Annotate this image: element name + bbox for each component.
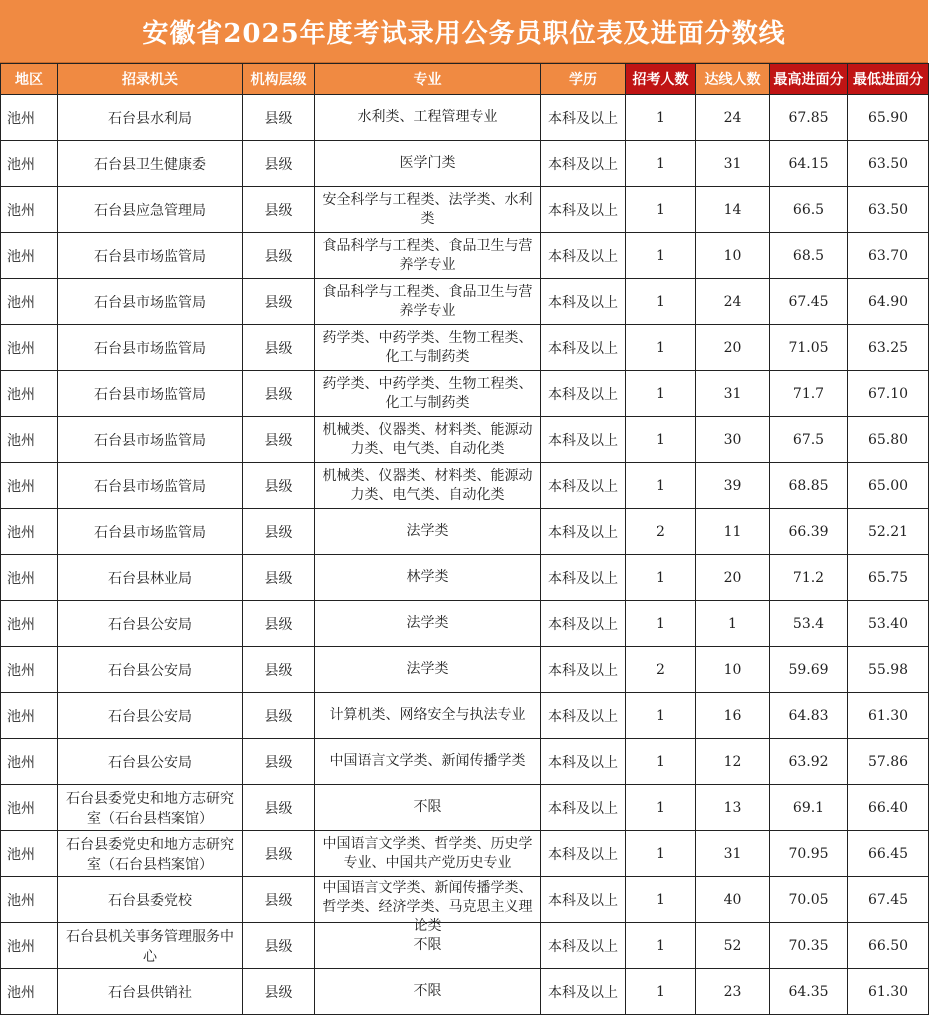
org-cell: 石台县供销社 xyxy=(58,969,243,1015)
header-region: 地区 xyxy=(1,64,58,95)
level-cell: 县级 xyxy=(243,141,315,187)
passed-count-cell: 20 xyxy=(696,555,770,601)
passed-count-cell: 30 xyxy=(696,417,770,463)
passed-count-cell: 24 xyxy=(696,95,770,141)
education-cell: 本科及以上 xyxy=(541,555,626,601)
max-score-cell: 69.1 xyxy=(770,785,848,831)
passed-count-cell: 16 xyxy=(696,693,770,739)
major-cell: 林学类 xyxy=(315,555,541,601)
passed-count-cell: 20 xyxy=(696,325,770,371)
table-row xyxy=(1,601,929,647)
max-score-cell: 70.05 xyxy=(770,877,848,923)
org-cell: 石台县卫生健康委 xyxy=(58,141,243,187)
education-cell: 本科及以上 xyxy=(541,831,626,877)
recruit-count-cell: 1 xyxy=(626,555,696,601)
recruit-count-cell: 1 xyxy=(626,95,696,141)
level-cell: 县级 xyxy=(243,785,315,831)
org-cell: 石台县市场监管局 xyxy=(58,325,243,371)
max-score-cell: 66.5 xyxy=(770,187,848,233)
min-score-cell: 66.40 xyxy=(848,785,929,831)
max-score-cell: 53.4 xyxy=(770,601,848,647)
org-cell: 石台县公安局 xyxy=(58,693,243,739)
min-score-cell: 66.50 xyxy=(848,923,929,969)
table-row xyxy=(1,785,929,831)
table-row xyxy=(1,279,929,325)
org-cell: 石台县市场监管局 xyxy=(58,417,243,463)
org-cell: 石台县市场监管局 xyxy=(58,279,243,325)
recruit-count-cell: 1 xyxy=(626,417,696,463)
org-cell: 石台县林业局 xyxy=(58,555,243,601)
org-cell: 石台县市场监管局 xyxy=(58,233,243,279)
recruit-count-cell: 1 xyxy=(626,877,696,923)
table-row xyxy=(1,371,929,417)
major-cell: 药学类、中药学类、生物工程类、化工与制药类 xyxy=(315,325,541,371)
education-cell: 本科及以上 xyxy=(541,233,626,279)
level-cell: 县级 xyxy=(243,95,315,141)
level-cell: 县级 xyxy=(243,693,315,739)
major-cell: 食品科学与工程类、食品卫生与营养学专业 xyxy=(315,279,541,325)
recruit-count-cell: 2 xyxy=(626,509,696,555)
table-row xyxy=(1,417,929,463)
passed-count-cell: 31 xyxy=(696,141,770,187)
header-education: 学历 xyxy=(541,64,626,95)
level-cell: 县级 xyxy=(243,371,315,417)
level-cell: 县级 xyxy=(243,187,315,233)
recruit-count-cell: 1 xyxy=(626,831,696,877)
min-score-cell: 65.90 xyxy=(848,95,929,141)
recruit-count-cell: 1 xyxy=(626,785,696,831)
table-row xyxy=(1,739,929,785)
table-body xyxy=(1,95,929,1015)
table-row xyxy=(1,141,929,187)
recruit-count-cell: 1 xyxy=(626,969,696,1015)
level-cell: 县级 xyxy=(243,601,315,647)
education-cell: 本科及以上 xyxy=(541,279,626,325)
table-row xyxy=(1,463,929,509)
table-row xyxy=(1,831,929,877)
max-score-cell: 59.69 xyxy=(770,647,848,693)
table-row xyxy=(1,187,929,233)
recruit-count-cell: 1 xyxy=(626,325,696,371)
level-cell: 县级 xyxy=(243,555,315,601)
min-score-cell: 57.86 xyxy=(848,739,929,785)
region-cell: 池州 xyxy=(1,647,58,693)
min-score-cell: 63.25 xyxy=(848,325,929,371)
passed-count-cell: 11 xyxy=(696,509,770,555)
education-cell: 本科及以上 xyxy=(541,969,626,1015)
region-cell: 池州 xyxy=(1,601,58,647)
recruit-count-cell: 1 xyxy=(626,141,696,187)
passed-count-cell: 52 xyxy=(696,923,770,969)
region-cell: 池州 xyxy=(1,95,58,141)
max-score-cell: 67.85 xyxy=(770,95,848,141)
level-cell: 县级 xyxy=(243,923,315,969)
education-cell: 本科及以上 xyxy=(541,463,626,509)
recruit-count-cell: 1 xyxy=(626,693,696,739)
table-row xyxy=(1,325,929,371)
table-row xyxy=(1,693,929,739)
region-cell: 池州 xyxy=(1,233,58,279)
education-cell: 本科及以上 xyxy=(541,923,626,969)
passed-count-cell: 24 xyxy=(696,279,770,325)
max-score-cell: 67.5 xyxy=(770,417,848,463)
table-row xyxy=(1,647,929,693)
org-cell: 石台县公安局 xyxy=(58,739,243,785)
org-cell: 石台县委党校 xyxy=(58,877,243,923)
education-cell: 本科及以上 xyxy=(541,141,626,187)
min-score-cell: 53.40 xyxy=(848,601,929,647)
major-cell: 不限 xyxy=(315,923,541,969)
positions-table xyxy=(0,63,929,1015)
region-cell: 池州 xyxy=(1,555,58,601)
table-row xyxy=(1,877,929,923)
recruit-count-cell: 1 xyxy=(626,463,696,509)
min-score-cell: 64.90 xyxy=(848,279,929,325)
org-cell: 石台县应急管理局 xyxy=(58,187,243,233)
major-cell: 计算机类、网络安全与执法专业 xyxy=(315,693,541,739)
education-cell: 本科及以上 xyxy=(541,325,626,371)
level-cell: 县级 xyxy=(243,279,315,325)
major-cell: 中国语言文学类、新闻传播学类、哲学类、经济学类、马克思主义理论类 xyxy=(315,877,541,923)
org-cell: 石台县机关事务管理服务中心 xyxy=(58,923,243,969)
min-score-cell: 63.50 xyxy=(848,141,929,187)
passed-count-cell: 31 xyxy=(696,371,770,417)
education-cell: 本科及以上 xyxy=(541,785,626,831)
region-cell: 池州 xyxy=(1,969,58,1015)
major-cell: 法学类 xyxy=(315,601,541,647)
passed-count-cell: 31 xyxy=(696,831,770,877)
education-cell: 本科及以上 xyxy=(541,739,626,785)
major-cell: 食品科学与工程类、食品卫生与营养学专业 xyxy=(315,233,541,279)
min-score-cell: 52.21 xyxy=(848,509,929,555)
max-score-cell: 64.83 xyxy=(770,693,848,739)
region-cell: 池州 xyxy=(1,463,58,509)
header-passed-count: 达线人数 xyxy=(696,64,770,95)
max-score-cell: 71.05 xyxy=(770,325,848,371)
region-cell: 池州 xyxy=(1,417,58,463)
max-score-cell: 68.85 xyxy=(770,463,848,509)
major-cell: 水利类、工程管理专业 xyxy=(315,95,541,141)
header-org: 招录机关 xyxy=(58,64,243,95)
header-min-score: 最低进面分 xyxy=(848,64,929,95)
major-cell: 不限 xyxy=(315,785,541,831)
recruit-count-cell: 1 xyxy=(626,279,696,325)
min-score-cell: 61.30 xyxy=(848,969,929,1015)
level-cell: 县级 xyxy=(243,325,315,371)
max-score-cell: 67.45 xyxy=(770,279,848,325)
education-cell: 本科及以上 xyxy=(541,647,626,693)
min-score-cell: 67.45 xyxy=(848,877,929,923)
passed-count-cell: 14 xyxy=(696,187,770,233)
table-row xyxy=(1,95,929,141)
recruit-count-cell: 1 xyxy=(626,187,696,233)
table-row xyxy=(1,969,929,1015)
max-score-cell: 71.7 xyxy=(770,371,848,417)
recruit-count-cell: 1 xyxy=(626,601,696,647)
region-cell: 池州 xyxy=(1,187,58,233)
org-cell: 石台县委党史和地方志研究室（石台县档案馆） xyxy=(58,785,243,831)
level-cell: 县级 xyxy=(243,739,315,785)
education-cell: 本科及以上 xyxy=(541,509,626,555)
org-cell: 石台县市场监管局 xyxy=(58,509,243,555)
max-score-cell: 71.2 xyxy=(770,555,848,601)
header-recruit-count: 招考人数 xyxy=(626,64,696,95)
org-cell: 石台县公安局 xyxy=(58,647,243,693)
recruit-count-cell: 1 xyxy=(626,739,696,785)
max-score-cell: 70.35 xyxy=(770,923,848,969)
major-cell: 机械类、仪器类、材料类、能源动力类、电气类、自动化类 xyxy=(315,417,541,463)
min-score-cell: 55.98 xyxy=(848,647,929,693)
min-score-cell: 65.75 xyxy=(848,555,929,601)
min-score-cell: 61.30 xyxy=(848,693,929,739)
table-row xyxy=(1,555,929,601)
recruit-count-cell: 1 xyxy=(626,233,696,279)
passed-count-cell: 12 xyxy=(696,739,770,785)
major-cell: 中国语言文学类、新闻传播学类 xyxy=(315,739,541,785)
level-cell: 县级 xyxy=(243,233,315,279)
max-score-cell: 64.35 xyxy=(770,969,848,1015)
passed-count-cell: 23 xyxy=(696,969,770,1015)
max-score-cell: 70.95 xyxy=(770,831,848,877)
table-header-row xyxy=(1,64,929,95)
region-cell: 池州 xyxy=(1,923,58,969)
min-score-cell: 67.10 xyxy=(848,371,929,417)
max-score-cell: 66.39 xyxy=(770,509,848,555)
min-score-cell: 66.45 xyxy=(848,831,929,877)
org-cell: 石台县水利局 xyxy=(58,95,243,141)
education-cell: 本科及以上 xyxy=(541,371,626,417)
level-cell: 县级 xyxy=(243,417,315,463)
region-cell: 池州 xyxy=(1,141,58,187)
table-row xyxy=(1,509,929,555)
org-cell: 石台县公安局 xyxy=(58,601,243,647)
major-cell: 法学类 xyxy=(315,509,541,555)
max-score-cell: 63.92 xyxy=(770,739,848,785)
region-cell: 池州 xyxy=(1,325,58,371)
major-cell: 不限 xyxy=(315,969,541,1015)
education-cell: 本科及以上 xyxy=(541,417,626,463)
min-score-cell: 63.50 xyxy=(848,187,929,233)
major-cell: 安全科学与工程类、法学类、水利类 xyxy=(315,187,541,233)
level-cell: 县级 xyxy=(243,647,315,693)
major-cell: 药学类、中药学类、生物工程类、化工与制药类 xyxy=(315,371,541,417)
max-score-cell: 68.5 xyxy=(770,233,848,279)
min-score-cell: 65.80 xyxy=(848,417,929,463)
level-cell: 县级 xyxy=(243,969,315,1015)
recruit-count-cell: 1 xyxy=(626,371,696,417)
level-cell: 县级 xyxy=(243,831,315,877)
education-cell: 本科及以上 xyxy=(541,601,626,647)
region-cell: 池州 xyxy=(1,509,58,555)
region-cell: 池州 xyxy=(1,693,58,739)
header-major: 专业 xyxy=(315,64,541,95)
header-level: 机构层级 xyxy=(243,64,315,95)
min-score-cell: 65.00 xyxy=(848,463,929,509)
header-max-score: 最高进面分 xyxy=(770,64,848,95)
recruit-count-cell: 2 xyxy=(626,647,696,693)
region-cell: 池州 xyxy=(1,279,58,325)
min-score-cell: 63.70 xyxy=(848,233,929,279)
level-cell: 县级 xyxy=(243,509,315,555)
passed-count-cell: 40 xyxy=(696,877,770,923)
major-cell: 中国语言文学类、哲学类、历史学专业、中国共产党历史专业 xyxy=(315,831,541,877)
education-cell: 本科及以上 xyxy=(541,95,626,141)
major-cell: 医学门类 xyxy=(315,141,541,187)
region-cell: 池州 xyxy=(1,371,58,417)
passed-count-cell: 1 xyxy=(696,601,770,647)
table-row xyxy=(1,923,929,969)
level-cell: 县级 xyxy=(243,877,315,923)
region-cell: 池州 xyxy=(1,785,58,831)
major-cell: 法学类 xyxy=(315,647,541,693)
passed-count-cell: 39 xyxy=(696,463,770,509)
max-score-cell: 64.15 xyxy=(770,141,848,187)
org-cell: 石台县市场监管局 xyxy=(58,371,243,417)
org-cell: 石台县委党史和地方志研究室（石台县档案馆） xyxy=(58,831,243,877)
region-cell: 池州 xyxy=(1,877,58,923)
major-cell: 机械类、仪器类、材料类、能源动力类、电气类、自动化类 xyxy=(315,463,541,509)
passed-count-cell: 10 xyxy=(696,233,770,279)
level-cell: 县级 xyxy=(243,463,315,509)
passed-count-cell: 13 xyxy=(696,785,770,831)
region-cell: 池州 xyxy=(1,739,58,785)
education-cell: 本科及以上 xyxy=(541,877,626,923)
education-cell: 本科及以上 xyxy=(541,693,626,739)
page-title: 安徽省2025年度考试录用公务员职位表及进面分数线 xyxy=(0,0,928,63)
passed-count-cell: 10 xyxy=(696,647,770,693)
education-cell: 本科及以上 xyxy=(541,187,626,233)
table-row xyxy=(1,233,929,279)
region-cell: 池州 xyxy=(1,831,58,877)
org-cell: 石台县市场监管局 xyxy=(58,463,243,509)
recruit-count-cell: 1 xyxy=(626,923,696,969)
